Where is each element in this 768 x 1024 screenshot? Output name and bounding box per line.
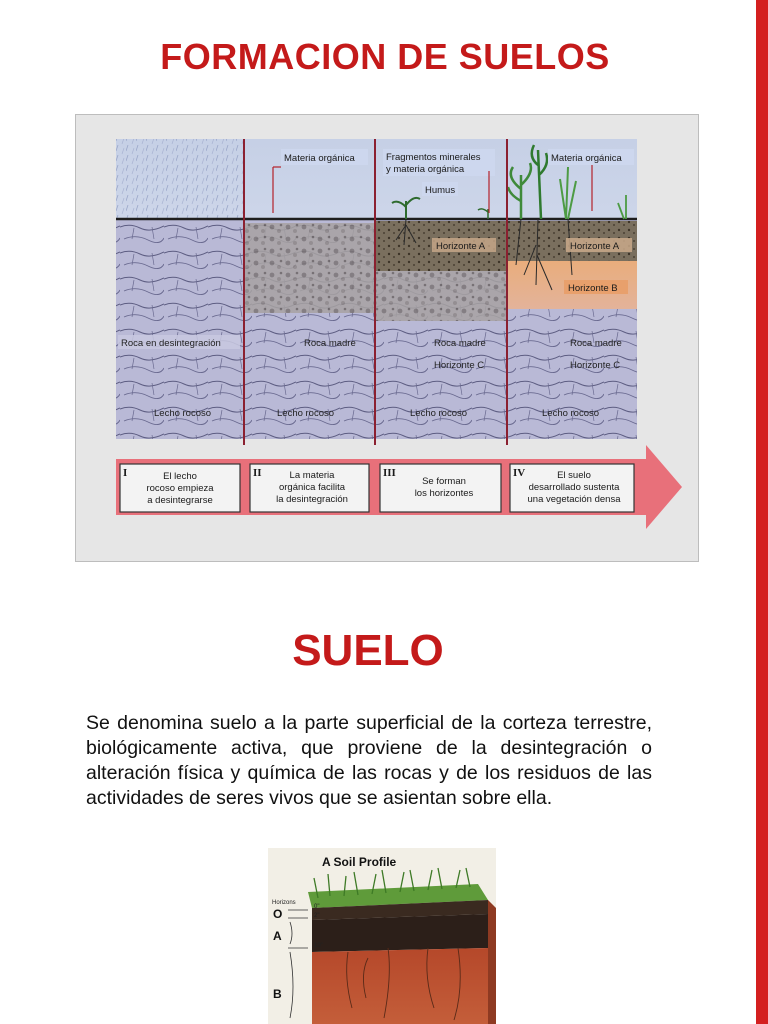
- step-3-box: [380, 464, 501, 512]
- label-fragmentos-2: y materia orgánica: [386, 164, 465, 175]
- horizon-a-label: A: [273, 929, 282, 943]
- label-roca-madre-4: Roca madre: [570, 338, 622, 349]
- section-title: SUELO: [292, 626, 444, 675]
- label-roca-desintegracion: Roca en desintegración: [121, 338, 221, 349]
- horizon-b-layer: [312, 948, 488, 1024]
- panel-2-weathered-rock: [244, 223, 375, 313]
- depth-2: 2": [314, 913, 320, 919]
- soil-formation-svg: [76, 115, 698, 561]
- soil-profile-svg: [268, 848, 496, 1024]
- label-horizonte-c-3: Horizonte C: [434, 360, 485, 371]
- soil-profile-image: [268, 848, 496, 1024]
- step-4-line-1: El suelo: [557, 470, 591, 481]
- step-4-line-2: desarrollado sustenta: [528, 482, 620, 493]
- horizon-o-label: O: [273, 907, 283, 921]
- profile-side: [488, 900, 496, 1024]
- step-1-number: I: [123, 467, 128, 479]
- soil-profile-title: A Soil Profile: [322, 855, 397, 869]
- label-lecho-rocoso-4: Lecho rocoso: [542, 408, 600, 419]
- label-materia-organica-4: Materia orgánica: [551, 153, 622, 164]
- label-horizonte-b-4: Horizonte B: [568, 283, 618, 294]
- step-3-line-1: Se forman: [422, 476, 466, 487]
- label-roca-madre-2: Roca madre: [304, 338, 356, 349]
- depth-10: 10": [314, 943, 323, 949]
- label-lecho-rocoso-2: Lecho rocoso: [277, 408, 335, 419]
- horizon-b-label: B: [273, 987, 282, 1001]
- label-humus: Humus: [425, 185, 456, 196]
- label-roca-madre-3: Roca madre: [434, 338, 486, 349]
- definition-paragraph: Se denomina suelo a la parte superficial de la corteza terrestre, biológicamente activa, que proviene de la desintegración o alteración física y química de las rocas y de los residuos de las actividades de seres vivos que se asientan sobre ella.: [86, 712, 652, 809]
- label-fragmentos-1: Fragmentos minerales: [386, 152, 481, 163]
- step-3-number: III: [383, 467, 396, 479]
- step-4-box: [510, 464, 634, 512]
- step-2-number: II: [253, 467, 262, 479]
- depth-0: 0": [314, 904, 320, 910]
- step-3-line-2: los horizontes: [414, 488, 474, 499]
- step-2-line-2: orgánica facilita: [278, 482, 346, 493]
- step-4-line-3: una vegetación densa: [527, 494, 621, 505]
- horizons-label: Horizons: [272, 900, 296, 906]
- step-1-line-1: El lecho: [163, 471, 197, 482]
- step-1-line-2: rocoso empieza: [146, 483, 214, 494]
- page-title: FORMACION DE SUELOS: [160, 36, 610, 77]
- horizon-a-layer: [312, 914, 488, 952]
- soil-formation-diagram: [75, 114, 699, 562]
- step-1-line-3: a desintegrarse: [147, 495, 213, 506]
- step-2-box: [250, 464, 369, 512]
- label-horizonte-c-4: Horizonte C: [570, 360, 621, 371]
- step-4-number: IV: [513, 467, 526, 479]
- rain-pattern: [116, 139, 244, 219]
- panel-3-rocky-layer: [375, 271, 507, 321]
- label-horizonte-a-4: Horizonte A: [570, 241, 620, 252]
- label-materia-organica-2: Materia orgánica: [284, 153, 355, 164]
- step-1-box: [120, 464, 240, 512]
- step-2-line-3: la desintegración: [276, 494, 348, 505]
- step-2-line-1: La materia: [289, 470, 335, 481]
- accent-band: [756, 0, 768, 1024]
- label-lecho-rocoso-3: Lecho rocoso: [410, 408, 468, 419]
- label-lecho-rocoso-1: Lecho rocoso: [154, 408, 212, 419]
- label-horizonte-a-3: Horizonte A: [436, 241, 486, 252]
